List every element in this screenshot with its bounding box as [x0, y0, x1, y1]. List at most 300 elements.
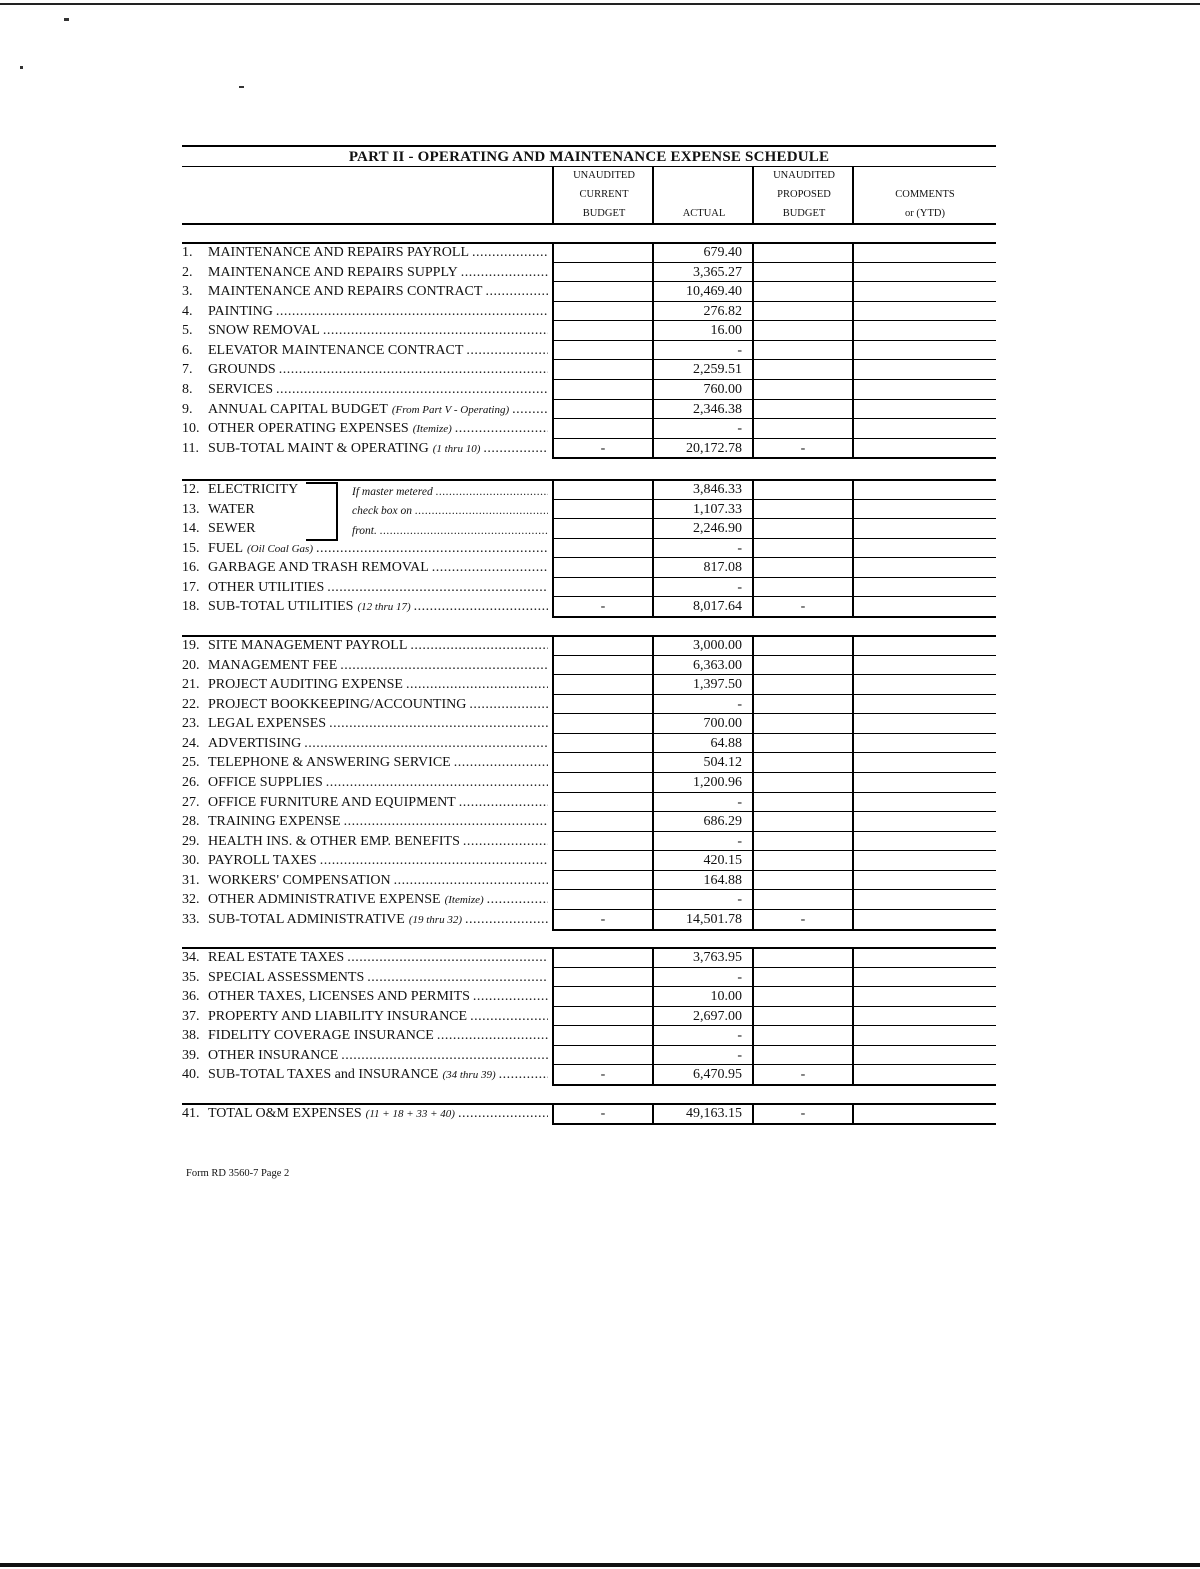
cell-actual: 14,501.78 — [686, 911, 742, 927]
row-label — [182, 911, 548, 929]
dot-leader — [410, 637, 548, 655]
cell-current-budget — [554, 1047, 652, 1064]
cell-proposed-budget — [754, 1047, 852, 1064]
dot-leader — [340, 657, 548, 675]
row-label-text: TELEPHONE & ANSWERING SERVICE — [208, 755, 451, 771]
cell-proposed-budget — [754, 852, 852, 869]
scan-bottom-edge — [0, 1563, 1200, 1567]
row-number: 1. — [182, 245, 193, 260]
cell-current-budget — [554, 676, 652, 693]
cell-current-budget — [554, 244, 652, 261]
row-number: 12. — [182, 482, 200, 497]
cell-actual: - — [737, 892, 742, 908]
row-label — [182, 715, 548, 733]
row-label-text: PAYROLL TAXES — [208, 853, 317, 869]
row-label-text: GARBAGE AND TRASH REMOVAL — [208, 560, 429, 576]
row-label-text: OFFICE SUPPLIES — [208, 774, 323, 790]
row-label — [182, 440, 548, 458]
cell-proposed-budget: - — [800, 599, 806, 615]
table-row — [182, 831, 996, 851]
row-label-text: SUB-TOTAL MAINT & OPERATING — [208, 440, 429, 456]
row-label-text: OTHER UTILITIES — [208, 579, 325, 595]
row-label-text: ELECTRICITY — [208, 482, 299, 497]
cell-proposed-budget — [754, 696, 852, 713]
row-label — [182, 1047, 548, 1065]
row-label-text: SEWER — [208, 521, 256, 537]
cell-actual: - — [737, 1028, 742, 1044]
row-number: 32. — [182, 892, 200, 908]
table-row — [182, 889, 996, 909]
cell-current-budget — [554, 735, 652, 752]
row-label — [182, 579, 548, 597]
cell-current-budget — [554, 794, 652, 811]
row-number: 8. — [182, 381, 193, 397]
cell-actual: 817.08 — [703, 560, 742, 576]
cell-proposed-budget — [754, 420, 852, 437]
row-label — [182, 949, 548, 967]
scan-speck — [64, 18, 69, 21]
dot-leader — [344, 813, 548, 831]
row-number: 15. — [182, 540, 200, 556]
dot-leader — [458, 1105, 548, 1123]
row-label-text: ADVERTISING — [208, 735, 302, 751]
cell-proposed-budget — [754, 322, 852, 339]
cell-actual: 49,163.15 — [686, 1106, 742, 1121]
row-label — [182, 559, 548, 577]
row-label-note: (Oil Coal Gas) — [247, 542, 313, 555]
row-label — [182, 481, 306, 499]
table-row — [182, 1025, 996, 1045]
table-row — [182, 340, 996, 360]
dot-leader — [487, 891, 548, 909]
table-row — [182, 694, 996, 714]
header-comments — [854, 185, 996, 223]
cell-proposed-budget: - — [800, 440, 806, 456]
cell-actual: 64.88 — [710, 735, 742, 751]
row-label-text: SUB-TOTAL TAXES and INSURANCE — [208, 1067, 439, 1083]
dot-leader — [472, 244, 548, 262]
dot-leader — [465, 911, 548, 929]
cell-proposed-budget — [754, 891, 852, 908]
cell-current-budget — [554, 1027, 652, 1044]
cell-current-budget — [554, 420, 652, 437]
row-number: 17. — [182, 579, 200, 595]
row-label-note: (Itemize) — [444, 894, 484, 907]
table-row — [182, 733, 996, 753]
row-label-note: (Itemize) — [412, 423, 452, 436]
cell-proposed-budget — [754, 481, 852, 498]
row-label — [182, 520, 306, 538]
table-row — [182, 320, 996, 340]
table-row — [182, 850, 996, 870]
dot-leader — [466, 342, 548, 360]
cell-actual: 3,000.00 — [693, 638, 742, 653]
dot-leader — [499, 1066, 548, 1084]
cell-proposed-budget — [754, 342, 852, 359]
cell-actual: - — [737, 1047, 742, 1063]
cell-actual: 504.12 — [703, 755, 742, 771]
cell-actual: 700.00 — [703, 716, 742, 732]
table-row — [182, 713, 996, 733]
row-number: 37. — [182, 1008, 200, 1024]
table-row — [182, 811, 996, 831]
cell-proposed-budget — [754, 579, 852, 596]
row-number: 41. — [182, 1106, 200, 1121]
scan-speck — [20, 66, 23, 69]
cell-actual: 276.82 — [703, 303, 742, 319]
table-row — [182, 1045, 996, 1065]
row-label — [182, 598, 548, 616]
row-label-text: ELEVATOR MAINTENANCE CONTRACT — [208, 342, 464, 358]
row-number: 16. — [182, 560, 200, 576]
table-row — [182, 947, 996, 967]
table-row — [182, 281, 996, 301]
row-label — [182, 381, 548, 399]
row-number: 38. — [182, 1028, 200, 1044]
cell-proposed-budget — [754, 774, 852, 791]
cell-current-budget — [554, 342, 652, 359]
row-label-note: (12 thru 17) — [357, 601, 411, 614]
cell-current-budget: - — [600, 1067, 606, 1083]
row-label-text: SNOW REMOVAL — [208, 323, 320, 339]
dot-leader — [394, 872, 548, 890]
dot-leader — [432, 559, 548, 577]
row-number: 28. — [182, 814, 200, 830]
row-label-text: OTHER INSURANCE — [208, 1047, 339, 1063]
cell-current-budget — [554, 501, 652, 518]
row-label — [182, 322, 548, 340]
dot-leader — [323, 322, 548, 340]
cell-actual: 760.00 — [703, 381, 742, 397]
cell-current-budget — [554, 774, 652, 791]
cell-proposed-budget — [754, 303, 852, 320]
row-label — [182, 342, 548, 360]
row-number: 2. — [182, 264, 193, 280]
row-label — [182, 1008, 548, 1026]
table-row — [182, 1103, 996, 1123]
row-label — [182, 401, 548, 419]
row-number: 18. — [182, 599, 200, 615]
cell-proposed-budget: - — [800, 1106, 806, 1121]
row-label-note: (19 thru 32) — [408, 913, 462, 926]
dot-leader — [469, 696, 548, 714]
bracket-note-text: If master metered — [352, 486, 433, 498]
row-label-text: SUB-TOTAL UTILITIES — [208, 599, 354, 615]
row-number: 11. — [182, 440, 199, 456]
dot-leader — [473, 988, 548, 1006]
row-number: 22. — [182, 696, 200, 712]
cell-actual: 2,697.00 — [693, 1008, 742, 1024]
cell-actual: 2,346.38 — [693, 401, 742, 417]
table-row — [182, 577, 996, 597]
table-row — [182, 538, 996, 558]
row-number: 10. — [182, 421, 200, 437]
dot-leader — [304, 735, 548, 753]
row-number: 21. — [182, 677, 200, 693]
cell-current-budget — [554, 361, 652, 378]
row-label-note: (34 thru 39) — [442, 1069, 496, 1082]
cell-proposed-budget — [754, 520, 852, 537]
header-line: ACTUAL — [682, 208, 726, 219]
cell-proposed-budget: - — [800, 911, 806, 927]
expense-schedule-form — [182, 0, 996, 1200]
dot-leader — [320, 852, 548, 870]
row-label — [182, 833, 548, 851]
header-divider — [552, 166, 554, 223]
cell-proposed-budget — [754, 715, 852, 732]
cell-current-budget — [554, 540, 652, 557]
table-row — [182, 262, 996, 282]
row-label-text: OTHER OPERATING EXPENSES — [208, 421, 409, 437]
dot-leader — [414, 598, 548, 616]
cell-proposed-budget — [754, 794, 852, 811]
row-number: 19. — [182, 638, 200, 653]
dot-leader — [276, 303, 548, 321]
cell-actual: - — [737, 969, 742, 985]
row-label-text: SUB-TOTAL ADMINISTRATIVE — [208, 911, 405, 927]
cell-current-budget — [554, 891, 652, 908]
row-label-text: REAL ESTATE TAXES — [208, 950, 345, 965]
header-proposed-budget — [754, 166, 854, 223]
table-row — [182, 557, 996, 577]
row-label-text: OTHER ADMINISTRATIVE EXPENSE — [208, 892, 441, 908]
table-row — [182, 1064, 996, 1084]
dot-leader — [463, 833, 548, 851]
row-label-text: PROJECT AUDITING EXPENSE — [208, 677, 403, 693]
row-number: 13. — [182, 501, 200, 517]
row-number: 39. — [182, 1047, 200, 1063]
row-number: 24. — [182, 735, 200, 751]
cell-actual: 3,763.95 — [693, 950, 742, 965]
header-line: UNAUDITED — [773, 170, 835, 181]
row-label — [182, 1027, 548, 1045]
cell-current-budget: - — [600, 440, 606, 456]
table-row — [182, 909, 996, 929]
table-row — [182, 596, 996, 616]
row-number: 40. — [182, 1067, 200, 1083]
table-row — [182, 752, 996, 772]
cell-proposed-budget: - — [800, 1067, 806, 1083]
row-label-text: HEALTH INS. & OTHER EMP. BENEFITS — [208, 833, 460, 849]
row-label — [182, 754, 548, 772]
row-label — [182, 872, 548, 890]
cell-actual: - — [737, 421, 742, 437]
table-row — [182, 986, 996, 1006]
cell-actual: 3,365.27 — [693, 264, 742, 280]
header-line: BUDGET — [582, 208, 626, 219]
table-row — [182, 655, 996, 675]
cell-proposed-budget — [754, 637, 852, 654]
cell-current-budget — [554, 1008, 652, 1025]
cell-current-budget — [554, 969, 652, 986]
cell-proposed-budget — [754, 1027, 852, 1044]
dot-leader — [485, 283, 548, 301]
dot-leader — [367, 969, 548, 987]
cell-actual: - — [737, 540, 742, 556]
header-divider — [852, 166, 854, 223]
row-label — [182, 540, 548, 558]
row-number: 7. — [182, 362, 193, 378]
row-label-text: TRAINING EXPENSE — [208, 814, 341, 830]
row-label-text: OTHER TAXES, LICENSES AND PERMITS — [208, 989, 470, 1005]
cell-actual: 164.88 — [703, 872, 742, 888]
cell-actual: - — [737, 794, 742, 810]
cell-proposed-budget — [754, 540, 852, 557]
cell-actual: 1,107.33 — [693, 501, 742, 517]
row-label-note: (1 thru 10) — [432, 442, 481, 455]
dot-leader — [327, 579, 548, 597]
row-label — [182, 891, 548, 909]
cell-proposed-budget — [754, 381, 852, 398]
cell-current-budget — [554, 754, 652, 771]
cell-current-budget — [554, 322, 652, 339]
row-label-text: PROJECT BOOKKEEPING/ACCOUNTING — [208, 696, 467, 712]
row-label-text: SITE MANAGEMENT PAYROLL — [208, 638, 408, 653]
header-line: COMMENTS — [895, 189, 955, 200]
cell-actual: 686.29 — [703, 814, 742, 830]
cell-proposed-budget — [754, 559, 852, 576]
row-label — [182, 813, 548, 831]
cell-current-budget: - — [600, 911, 606, 927]
row-label — [182, 988, 548, 1006]
row-number: 34. — [182, 950, 200, 965]
table-row — [182, 418, 996, 438]
dot-leader — [454, 754, 548, 772]
cell-actual: 679.40 — [703, 245, 742, 260]
row-number: 31. — [182, 872, 200, 888]
header-line: or (YTD) — [905, 208, 945, 219]
cell-current-budget — [554, 872, 652, 889]
row-label-text: FIDELITY COVERAGE INSURANCE — [208, 1028, 434, 1044]
row-number: 14. — [182, 521, 200, 537]
header-line: UNAUDITED — [573, 170, 635, 181]
table-row — [182, 379, 996, 399]
dot-leader — [279, 361, 548, 379]
row-label — [182, 794, 548, 812]
row-number: 3. — [182, 284, 193, 300]
row-number: 9. — [182, 401, 193, 417]
row-label — [182, 969, 548, 987]
dot-leader — [470, 1008, 548, 1026]
cell-proposed-budget — [754, 657, 852, 674]
row-label — [182, 303, 548, 321]
row-label-note: (11 + 18 + 33 + 40) — [365, 1108, 455, 1120]
table-row — [182, 359, 996, 379]
cell-actual: 1,397.50 — [693, 677, 742, 693]
cell-current-budget — [554, 579, 652, 596]
cell-proposed-budget — [754, 676, 852, 693]
header-divider — [752, 166, 754, 223]
header-current-budget — [554, 166, 654, 223]
top-rule — [182, 145, 996, 147]
row-number: 23. — [182, 716, 200, 732]
dot-leader — [437, 1027, 548, 1045]
table-row — [182, 242, 996, 262]
cell-actual: 16.00 — [710, 323, 742, 339]
cell-actual: 3,846.33 — [693, 482, 742, 497]
cell-proposed-budget — [754, 1008, 852, 1025]
row-label — [182, 244, 548, 262]
dot-leader — [459, 794, 548, 812]
row-number: 27. — [182, 794, 200, 810]
row-number: 33. — [182, 911, 200, 927]
row-label — [182, 1105, 548, 1123]
table-row — [182, 967, 996, 987]
row-label-text: PAINTING — [208, 303, 273, 319]
row-label — [182, 657, 548, 675]
form-footer: Form RD 3560-7 Page 2 — [186, 1168, 290, 1179]
bracket-note-text: check box on — [352, 505, 413, 517]
table-row — [182, 792, 996, 812]
row-label-text: SPECIAL ASSESSMENTS — [208, 969, 365, 985]
row-number: 4. — [182, 303, 193, 319]
dot-leader — [455, 420, 548, 438]
cell-current-budget — [554, 401, 652, 418]
header-actual — [654, 204, 754, 223]
bracket-note-text: front. — [352, 525, 377, 537]
row-label — [182, 264, 548, 282]
row-number: 30. — [182, 853, 200, 869]
table-row — [182, 438, 996, 458]
cell-proposed-budget — [754, 872, 852, 889]
cell-current-budget — [554, 303, 652, 320]
cell-actual: 6,470.95 — [693, 1067, 742, 1083]
dot-leader — [329, 715, 548, 733]
cell-proposed-budget — [754, 244, 852, 261]
cell-current-budget — [554, 696, 652, 713]
cell-proposed-budget — [754, 264, 852, 281]
row-label — [182, 852, 548, 870]
table-row — [182, 301, 996, 321]
row-label-text: ANNUAL CAPITAL BUDGET — [208, 401, 388, 417]
row-label-text: FUEL — [208, 540, 243, 556]
cell-actual: 2,259.51 — [693, 362, 742, 378]
page-title: PART II - OPERATING AND MAINTENANCE EXPENSE SCHEDULE — [348, 149, 830, 165]
cell-proposed-budget — [754, 283, 852, 300]
cell-proposed-budget — [754, 813, 852, 830]
cell-current-budget — [554, 988, 652, 1005]
cell-proposed-budget — [754, 969, 852, 986]
dot-leader — [326, 774, 548, 792]
cell-current-budget — [554, 264, 652, 281]
cell-actual: 10.00 — [710, 989, 742, 1005]
dot-leader — [512, 401, 548, 419]
cell-actual: 2,246.90 — [693, 521, 742, 537]
dot-leader — [406, 676, 548, 694]
row-number: 5. — [182, 323, 193, 339]
cell-actual: - — [737, 696, 742, 712]
row-label-note: (From Part V - Operating) — [391, 403, 510, 416]
cell-actual: 6,363.00 — [693, 657, 742, 673]
row-label-text: MAINTENANCE AND REPAIRS SUPPLY — [208, 264, 458, 280]
cell-current-budget — [554, 559, 652, 576]
cell-proposed-budget — [754, 833, 852, 850]
header-line: CURRENT — [579, 189, 629, 200]
row-number: 20. — [182, 657, 200, 673]
row-number: 26. — [182, 774, 200, 790]
cell-actual: 420.15 — [703, 853, 742, 869]
cell-proposed-budget — [754, 401, 852, 418]
cell-current-budget — [554, 949, 652, 966]
row-label — [182, 361, 548, 379]
cell-current-budget — [554, 481, 652, 498]
cell-proposed-budget — [754, 735, 852, 752]
row-label — [182, 420, 548, 438]
cell-actual: 10,469.40 — [686, 284, 742, 300]
row-label — [182, 283, 548, 301]
cell-actual: 1,200.96 — [693, 774, 742, 790]
row-label-text: TOTAL O&M EXPENSES — [208, 1106, 362, 1121]
